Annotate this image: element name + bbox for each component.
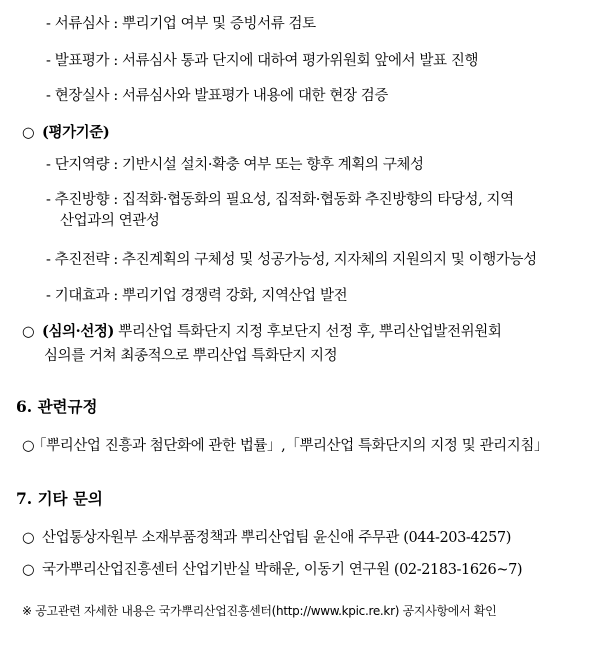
circle-bullet-icon: ○ [22,324,35,340]
criteria-item-effect: - 기대효과 : 뿌리기업 경쟁력 강화, 지역산업 발전 [46,288,348,304]
contact-row-center [22,560,522,580]
contact-ministry-text: 산업통상자원부 소재부품정책과 뿌리산업팀 윤신애 주무관 (044-203-4257) [42,530,511,546]
contact-center-text: 국가뿌리산업진흥센터 산업기반실 박해운, 이동기 연구원 (02-2183-1626~7) [42,562,523,578]
contact-row-ministry [22,528,511,548]
criteria-item-strategy: - 추진전략 : 추진계획의 구체성 및 성공가능성, 지자체의 지원의지 및 이행가능성 [46,252,537,268]
selection-row [22,322,501,342]
eval-item-site-inspection: - 현장실사 : 서류심사와 발표평가 내용에 대한 현장 검증 [46,88,389,104]
selection-text: 뿌리산업 특화단지 지정 후보단지 선정 후, 뿌리산업발전위원회 [114,324,502,340]
circle-bullet-icon: ○ [22,438,35,454]
eval-item-presentation: - 발표평가 : 서류심사 통과 단지에 대하여 평가위원회 앞에서 발표 진행 [46,53,479,69]
criteria-heading-row [22,123,109,143]
criteria-item-direction: - 추진방향 : 집적화·협동화의 필요성, 집적화·협동화 추진방향의 타당성, 지역 [46,192,514,208]
criteria-item-direction-cont: 산업과의 연관성 [60,213,160,229]
section6-regulation-text: 「뿌리산업 진흥과 첨단화에 관한 법률」,「뿌리산업 특화단지의 지정 및 관리지침」 [32,438,549,454]
circle-bullet-icon: ○ [22,530,35,546]
section6-regulation-row [22,436,548,456]
circle-bullet-icon: ○ [22,562,35,578]
footnote: ※ 공고관련 자세한 내용은 국가뿌리산업진흥센터(http://www.kpic.re.kr) 공지사항에서 확인 [22,604,497,618]
circle-bullet-icon: ○ [22,125,35,141]
eval-item-document-review: - 서류심사 : 뿌리기업 여부 및 증빙서류 검토 [46,16,316,32]
section7-heading: 7. 기타 문의 [16,489,103,508]
section6-heading: 6. 관련규정 [16,397,98,416]
criteria-title: (평가기준) [42,124,110,141]
selection-text-cont: 심의를 거쳐 최종적으로 뿌리산업 특화단지 지정 [44,348,338,364]
selection-title: (심의·선정) [42,323,114,340]
criteria-item-capacity: - 단지역량 : 기반시설 설치·확충 여부 또는 향후 계획의 구체성 [46,157,424,173]
